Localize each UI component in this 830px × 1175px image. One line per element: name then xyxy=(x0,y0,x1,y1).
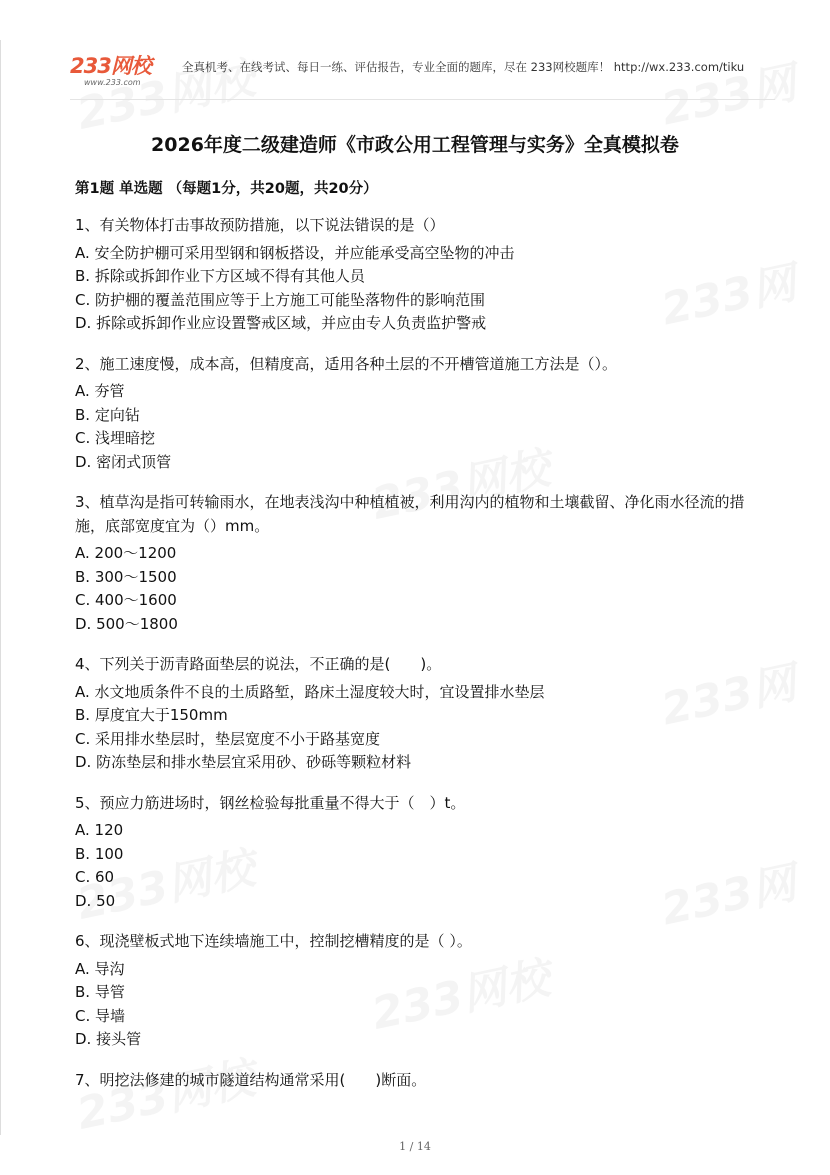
header-slogan: 全真机考、在线考试、每日一练、评估报告，专业全面的题库，尽在 233网校题库！ http://wx.233.com/tiku xyxy=(182,60,745,74)
question-item xyxy=(75,1069,755,1093)
logo-subtext: www.233.com xyxy=(84,78,141,87)
answer-option: A. 120 xyxy=(75,821,124,839)
logo xyxy=(70,50,170,87)
section-heading: 第1题 单选题 （每题1分，共20题，共20分） xyxy=(75,181,378,197)
answer-option: C. 采用排水垫层时，垫层宽度不小于路基宽度 xyxy=(75,729,381,748)
answer-option: A. 夯管 xyxy=(75,382,125,400)
answer-option: B. 拆除或拆卸作业下方区域不得有其他人员 xyxy=(75,267,365,285)
question-text: 6、现浇壁板式地下连续墙施工中，控制挖槽精度的是（ ）。 xyxy=(75,932,472,950)
question-text: 4、下列关于沥青路面垫层的说法，不正确的是( )。 xyxy=(75,655,442,673)
header-divider xyxy=(70,99,775,100)
question-item xyxy=(75,353,755,475)
logo-text: 233网校 xyxy=(70,54,151,78)
answer-option: A. 200～1200 xyxy=(75,544,177,562)
answer-option: D. 接头管 xyxy=(75,1030,142,1048)
answer-option: C. 400～1600 xyxy=(75,591,177,609)
answer-option: D. 500～1800 xyxy=(75,614,178,633)
question-text: 3、植草沟是指可转输雨水，在地表浅沟中种植植被，利用沟内的植物和土壤截留、净化雨水径流的措施，底部宽度宜为（）mm。 xyxy=(75,493,745,535)
answer-option: A. 安全防护棚可采用型钢和钢板搭设，并应能承受高空坠物的冲击 xyxy=(75,243,515,262)
answer-option: A. 水文地质条件不良的土质路堑，路床土湿度较大时，宜设置排水垫层 xyxy=(75,682,545,701)
question-text: 7、明挖法修建的城市隧道结构通常采用( )断面。 xyxy=(75,1070,427,1089)
answer-option: A. 导沟 xyxy=(75,959,125,978)
question-item xyxy=(75,653,755,775)
answer-option: D. 密闭式顶管 xyxy=(75,452,172,471)
answer-option: C. 60 xyxy=(75,868,115,886)
answer-option: B. 导管 xyxy=(75,983,125,1001)
answer-option: D. 50 xyxy=(75,891,116,910)
question-item xyxy=(75,491,755,636)
answer-option: C. 防护棚的覆盖范围应等于上方施工可能坠落物件的影响范围 xyxy=(75,290,486,309)
question-text: 2、施工速度慢，成本高，但精度高，适用各种土层的不开槽管道施工方法是（）。 xyxy=(75,354,618,373)
page-header xyxy=(70,48,780,98)
answer-option: C. 导墙 xyxy=(75,1006,126,1025)
question-text: 5、预应力筋进场时，钢丝检验每批重量不得大于（ ）t。 xyxy=(75,793,466,812)
page-number: 1 / 14 xyxy=(399,1140,431,1153)
answer-option: B. 300～1500 xyxy=(75,567,177,586)
page-edge xyxy=(0,40,1,1135)
answer-option: D. 防冻垫层和排水垫层宜采用砂、砂砾等颗粒材料 xyxy=(75,753,412,771)
question-text: 1、有关物体打击事故预防措施，以下说法错误的是（） xyxy=(75,216,445,234)
question-item xyxy=(75,930,755,1052)
question-list xyxy=(75,214,755,1109)
answer-option: C. 浅埋暗挖 xyxy=(75,429,156,447)
answer-option: D. 拆除或拆卸作业应设置警戒区域，并应由专人负责监护警戒 xyxy=(75,314,487,332)
answer-option: B. 定向钻 xyxy=(75,405,140,424)
document-title: 2026年度二级建造师《市政公用工程管理与实务》全真模拟卷 xyxy=(151,134,679,156)
question-item xyxy=(75,214,755,336)
question-item xyxy=(75,792,755,914)
answer-option: B. 厚度宜大于150mm xyxy=(75,706,228,724)
answer-option: B. 100 xyxy=(75,844,124,863)
